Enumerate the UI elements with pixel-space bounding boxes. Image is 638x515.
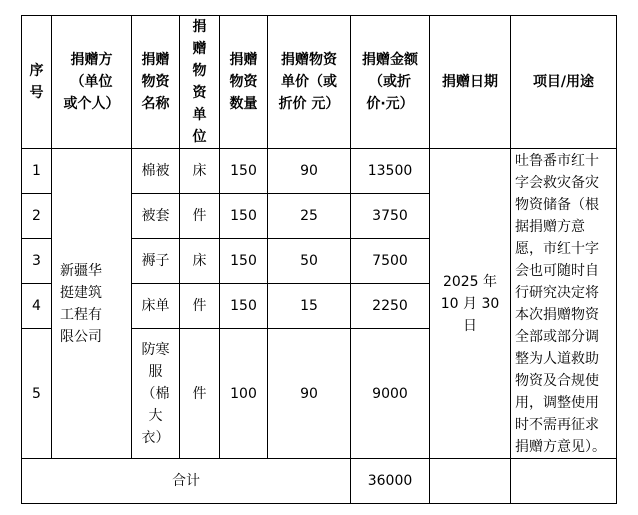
- header-unit-price: 捐赠物资 单价（或 折价 元）: [268, 16, 351, 149]
- cell-unit: 床: [180, 149, 220, 194]
- cell-purpose: 吐鲁番市红十字会救灾备灾物资储备（根据捐赠方意愿，市红十字会也可随时自行研究决定将本次捐赠物资全部或部分调整为人道救助物资及合规使用，调整使用时不需再征求捐赠方意见）。: [511, 149, 617, 459]
- cell-price: 90: [268, 149, 351, 194]
- cell-item: 防寒 服 （棉 大 衣）: [132, 329, 180, 459]
- cell-seq: 5: [22, 329, 52, 459]
- total-purpose-empty: [511, 459, 617, 504]
- cell-seq: 4: [22, 284, 52, 329]
- cell-qty: 150: [220, 149, 268, 194]
- cell-seq: 3: [22, 239, 52, 284]
- cell-amount: 3750: [351, 194, 430, 239]
- cell-unit: 床: [180, 239, 220, 284]
- cell-qty: 150: [220, 194, 268, 239]
- donation-table: [21, 15, 617, 504]
- header-unit: 捐 赠 物 资 单 位: [180, 16, 220, 149]
- cell-amount: 13500: [351, 149, 430, 194]
- cell-qty: 150: [220, 239, 268, 284]
- cell-item: 褥子: [132, 239, 180, 284]
- cell-seq: 2: [22, 194, 52, 239]
- total-amount: 36000: [351, 459, 430, 504]
- cell-item: 棉被: [132, 149, 180, 194]
- cell-amount: 2250: [351, 284, 430, 329]
- cell-qty: 100: [220, 329, 268, 459]
- header-amount: 捐赠金额 （或折 价·元）: [351, 16, 430, 149]
- donation-table-wrapper: [21, 15, 617, 504]
- cell-price: 90: [268, 329, 351, 459]
- header-date: 捐赠日期: [430, 16, 511, 149]
- cell-amount: 7500: [351, 239, 430, 284]
- cell-item: 床单: [132, 284, 180, 329]
- header-purpose: 项目/用途: [511, 16, 617, 149]
- header-qty: 捐赠 物资 数量: [220, 16, 268, 149]
- cell-price: 15: [268, 284, 351, 329]
- cell-seq: 1: [22, 149, 52, 194]
- header-donor: 捐赠方 （单位 或个人）: [52, 16, 132, 149]
- cell-unit: 件: [180, 194, 220, 239]
- cell-unit: 件: [180, 329, 220, 459]
- total-date-empty: [430, 459, 511, 504]
- header-seq: 序 号: [22, 16, 52, 149]
- cell-price: 50: [268, 239, 351, 284]
- total-label: 合计: [22, 459, 351, 504]
- header-row: [22, 16, 617, 149]
- cell-item: 被套: [132, 194, 180, 239]
- cell-qty: 150: [220, 284, 268, 329]
- table-row: [22, 149, 617, 194]
- header-item-name: 捐赠 物资 名称: [132, 16, 180, 149]
- cell-price: 25: [268, 194, 351, 239]
- cell-date: 2025 年 10 月 30 日: [430, 149, 511, 459]
- total-row: [22, 459, 617, 504]
- cell-amount: 9000: [351, 329, 430, 459]
- cell-donor: 新疆华 挺建筑 工程有 限公司: [52, 149, 132, 459]
- cell-unit: 件: [180, 284, 220, 329]
